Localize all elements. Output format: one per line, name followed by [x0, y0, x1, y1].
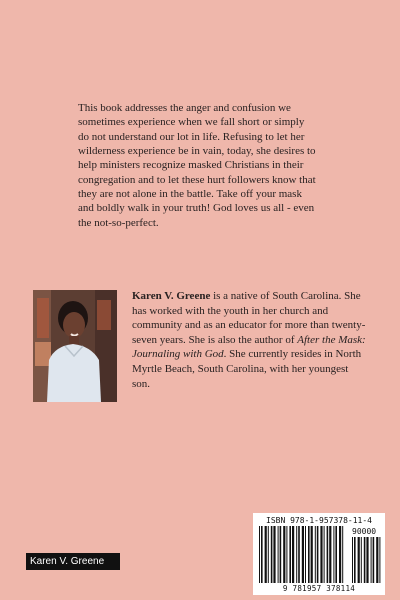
author-bio	[132, 289, 369, 391]
author-photo	[33, 290, 117, 402]
isbn-barcode	[253, 513, 385, 595]
book-description: This book addresses the anger and confusion we sometimes experience when we fall short or simply do not understand our lot in life. Refusing to let her wilderness experience be in vain, today, she desires to help ministers recognize masked Christians in their congregation and to let these hurt followers know that they are not alone in the battle. Take off your mask and boldly walk in your truth! God loves us all - even the not-so-perfect.	[78, 102, 316, 229]
barcode-bars	[253, 513, 385, 595]
isbn-number: ISBN 978-1-957378-11-4	[266, 516, 372, 525]
author-name-tag: Karen V. Greene	[26, 553, 120, 570]
price-code: 90000	[352, 527, 377, 536]
bio-text-2: . She currently resides in North Myrtle Beach, South Carolina, with her youngest son.	[132, 348, 362, 390]
other-book-title: After the Mask: Journaling with God	[132, 333, 366, 361]
bio-text-1: is a native of South Carolina. She has worked with the youth in her church and community and as an educator for more than twenty-seven years. She is also the author of	[132, 290, 366, 346]
author-name: Karen V. Greene	[132, 290, 211, 302]
ean-digits: 9 781957 378114	[282, 584, 356, 593]
